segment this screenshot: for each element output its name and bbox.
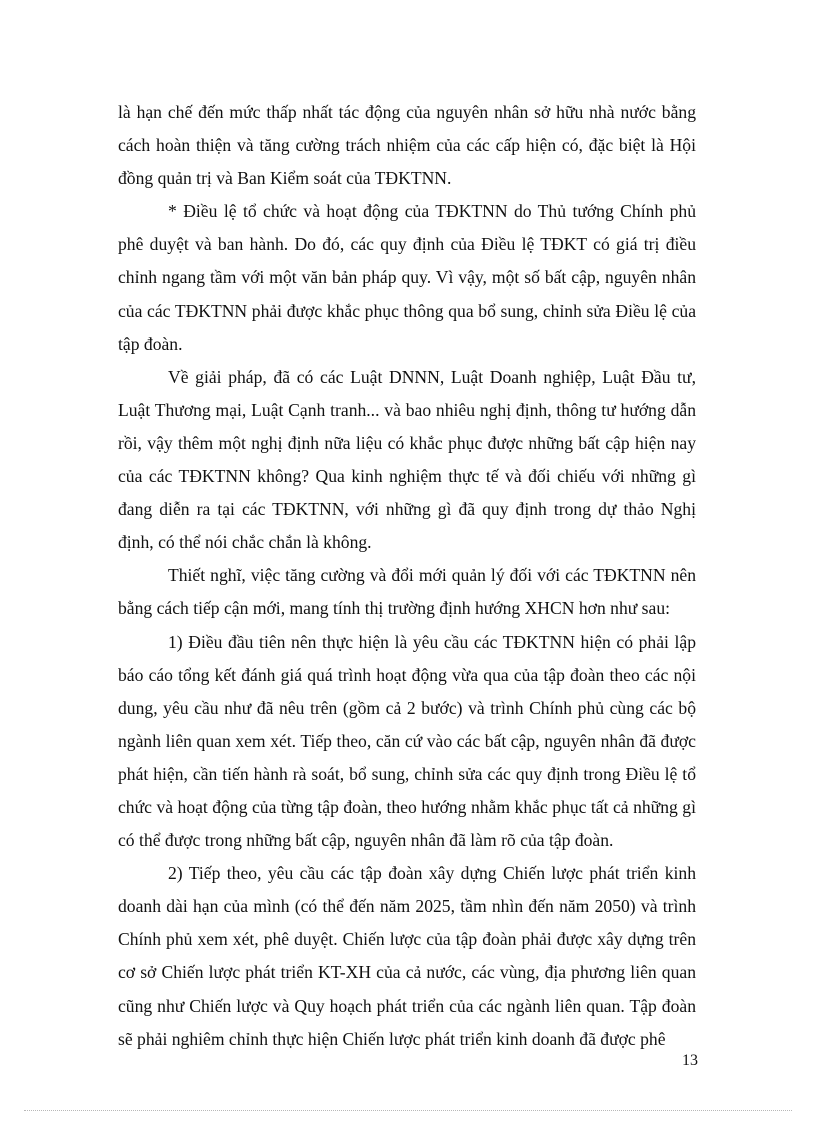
page-number: 13 — [682, 1052, 698, 1069]
paragraph-5: 1) Điều đầu tiên nên thực hiện là yêu cầu các TĐKTNN hiện có phải lập báo cáo tổng kết đánh giá quá trình hoạt động vừa qua của tập đoàn theo các nội dung, yêu cầu như đã nêu trên (gồm cả 2 bước) và trình Chính phủ cùng các bộ ngành liên quan xem xét. Tiếp theo, căn cứ vào các bất cập, nguyên nhân đã được phát hiện, cần tiến hành rà soát, bổ sung, chỉnh sửa các quy định trong Điều lệ tổ chức và hoạt động của từng tập đoàn, theo hướng nhằm khắc phục tất cả những gì có thể được trong những bất cập, nguyên nhân đã làm rõ của tập đoàn. — [118, 631, 696, 851]
paragraph-4: Thiết nghĩ, việc tăng cường và đổi mới quản lý đối với các TĐKTNN nên bằng cách tiếp cận mới, mang tính thị trường định hướng XHCN hơn như sau: — [118, 565, 696, 619]
paragraph-6: 2) Tiếp theo, yêu cầu các tập đoàn xây dựng Chiến lược phát triển kinh doanh dài hạn của mình (có thể đến năm 2025, tầm nhìn đến năm 2050) và trình Chính phủ xem xét, phê duyệt. Chiến lược của tập đoàn phải được xây dựng trên cơ sở Chiến lược phát triển KT-XH của cả nước, các vùng, địa phương liên quan cũng như Chiến lược và Quy hoạch phát triển của các ngành liên quan. Tập đoàn sẽ phải nghiêm chỉnh thực hiện Chiến lược phát triển kinh doanh đã được phê — [118, 863, 696, 1049]
document-body — [118, 96, 696, 1056]
paragraph-1: là hạn chế đến mức thấp nhất tác động của nguyên nhân sở hữu nhà nước bằng cách hoàn thiện và tăng cường trách nhiệm của các cấp hiện có, đặc biệt là Hội đồng quản trị và Ban Kiểm soát của TĐKTNN. — [118, 102, 696, 189]
footer-divider — [24, 1110, 792, 1111]
paragraph-3: Về giải pháp, đã có các Luật DNNN, Luật Doanh nghiệp, Luật Đầu tư, Luật Thương mại, Luật Cạnh tranh... và bao nhiêu nghị định, thông tư hướng dẫn rồi, vậy thêm một nghị định nữa liệu có khắc phục được những bất cập hiện nay của các TĐKTNN không? Qua kinh nghiệm thực tế và đối chiếu với những gì đang diễn ra tại các TĐKTNN, với những gì đã quy định trong dự thảo Nghị định, có thể nói chắc chắn là không. — [118, 366, 696, 553]
paragraph-2: * Điều lệ tổ chức và hoạt động của TĐKTNN do Thủ tướng Chính phủ phê duyệt và ban hành. Do đó, các quy định của Điều lệ TĐKT có giá trị điều chỉnh ngang tầm với một văn bản pháp quy. Vì vậy, một số bất cập, nguyên nhân của các TĐKTNN phải được khắc phục thông qua bổ sung, chỉnh sửa Điều lệ của tập đoàn. — [118, 201, 696, 354]
